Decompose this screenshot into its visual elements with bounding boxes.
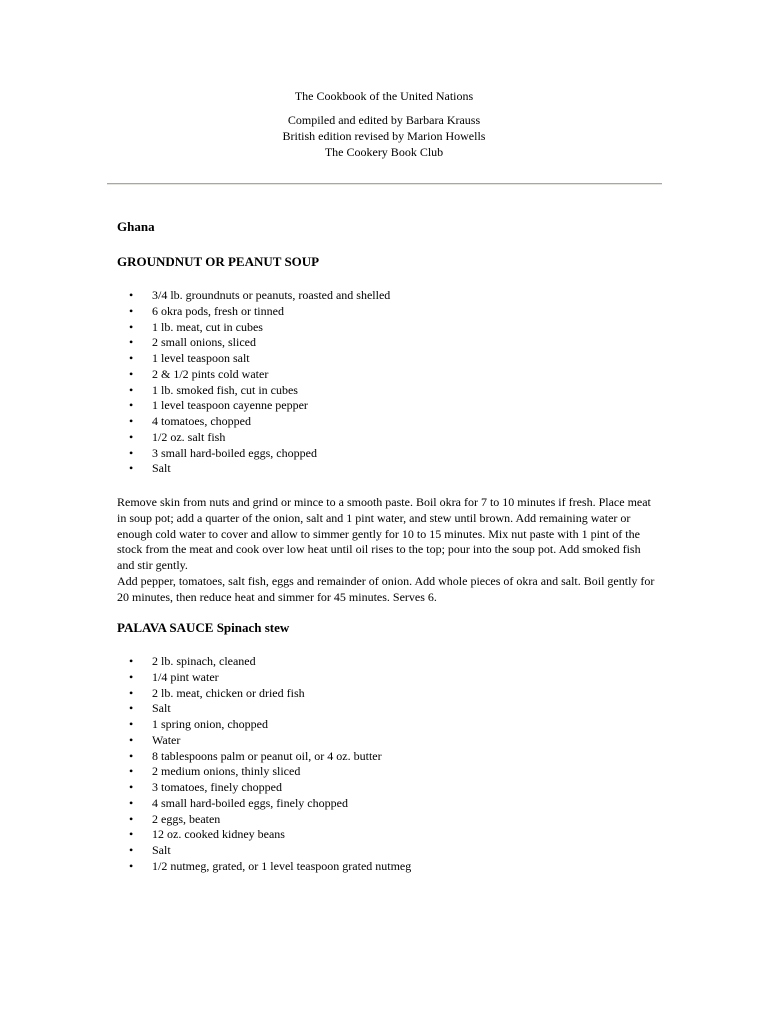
list-item: • 2 lb. meat, chicken or dried fish bbox=[117, 686, 657, 702]
recipe-title-palava-sauce: PALAVA SAUCE Spinach stew bbox=[117, 620, 290, 635]
list-item: • Water bbox=[117, 733, 657, 749]
list-item: • 2 eggs, beaten bbox=[117, 812, 657, 828]
book-title: The Cookbook of the United Nations bbox=[294, 89, 474, 103]
method-paragraph: Remove skin from nuts and grind or mince to a smooth paste. Boil okra for 7 to 10 minutes if fresh. Place meat in soup pot; add a quarter of the onion, salt and 1 pint water, and stew until brown. Add remaining water or enough cold water to cover and allow to simmer gently for 10 to 15 minutes. Mix nut paste with 1 pint of the stock from the meat and cook over low heat until oil rises to the top; pour into the soup pot. Add smoked fish and stir gently. bbox=[117, 495, 651, 572]
ingredient-list-palava-sauce bbox=[117, 654, 657, 875]
method-groundnut-soup bbox=[117, 495, 657, 605]
list-item: • Salt bbox=[117, 701, 657, 717]
horizontal-divider bbox=[107, 183, 662, 185]
list-item: • 1 level teaspoon salt bbox=[117, 351, 657, 367]
list-item: • 1 level teaspoon cayenne pepper bbox=[117, 398, 657, 414]
list-item: • 1/2 oz. salt fish bbox=[117, 430, 657, 446]
list-item: • 1/4 pint water bbox=[117, 670, 657, 686]
list-item: • 2 small onions, sliced bbox=[117, 335, 657, 351]
list-item: • 12 oz. cooked kidney beans bbox=[117, 827, 657, 843]
list-item: • 4 small hard-boiled eggs, finely chopped bbox=[117, 796, 657, 812]
list-item: • Salt bbox=[117, 843, 657, 859]
list-item: • 2 medium onions, thinly sliced bbox=[117, 764, 657, 780]
list-item: • 6 okra pods, fresh or tinned bbox=[117, 304, 657, 320]
recipe-title-groundnut-soup: GROUNDNUT OR PEANUT SOUP bbox=[117, 254, 320, 269]
list-item: • 3/4 lb. groundnuts or peanuts, roasted and shelled bbox=[117, 288, 657, 304]
list-item: • 8 tablespoons palm or peanut oil, or 4 oz. butter bbox=[117, 749, 657, 765]
list-item: • 2 & 1/2 pints cold water bbox=[117, 367, 657, 383]
credit-line-publisher: The Cookery Book Club bbox=[324, 145, 444, 159]
country-heading: Ghana bbox=[117, 219, 155, 234]
list-item: • 3 small hard-boiled eggs, chopped bbox=[117, 446, 657, 462]
book-credits bbox=[0, 112, 768, 160]
list-item: • 3 tomatoes, finely chopped bbox=[117, 780, 657, 796]
credit-line-editor: Compiled and edited by Barbara Krauss bbox=[287, 113, 481, 127]
list-item: • 4 tomatoes, chopped bbox=[117, 414, 657, 430]
list-item: • 1 spring onion, chopped bbox=[117, 717, 657, 733]
method-paragraph: Add pepper, tomatoes, salt fish, eggs and remainder of onion. Add whole pieces of okra and salt. Boil gently for 20 minutes, then reduce heat and simmer for 45 minutes. Serves 6. bbox=[117, 573, 655, 604]
list-item: • 2 lb. spinach, cleaned bbox=[117, 654, 657, 670]
credit-line-revision: British edition revised by Marion Howells bbox=[282, 129, 486, 143]
list-item: • 1 lb. smoked fish, cut in cubes bbox=[117, 383, 657, 399]
list-item: • 1/2 nutmeg, grated, or 1 level teaspoon grated nutmeg bbox=[117, 859, 657, 875]
list-item: • Salt bbox=[117, 461, 657, 477]
ingredient-list-groundnut-soup bbox=[117, 288, 657, 477]
list-item: • 1 lb. meat, cut in cubes bbox=[117, 320, 657, 336]
